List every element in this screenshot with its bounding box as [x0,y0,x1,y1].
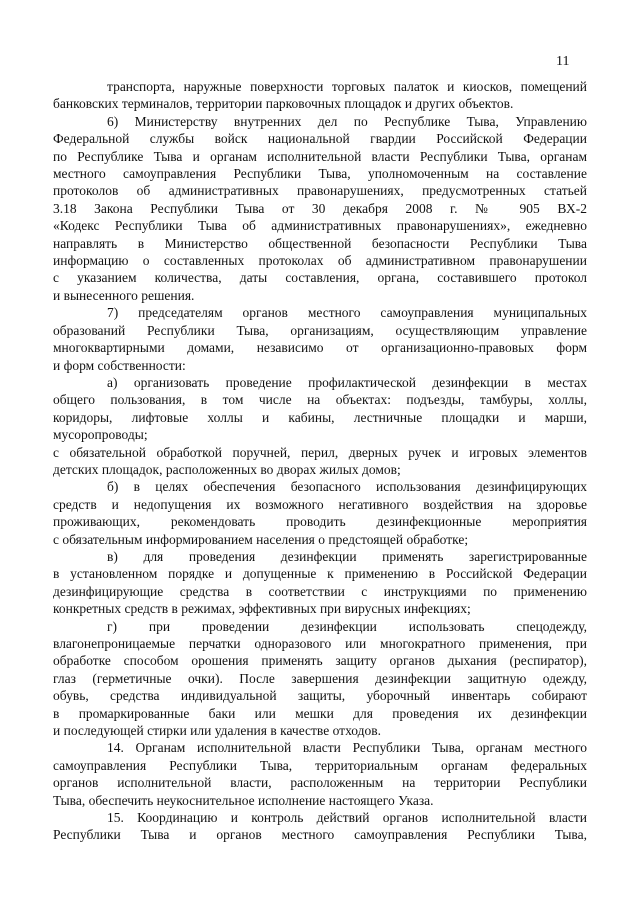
paragraph [53,78,587,113]
text-line: дезинфицирующие средства в соответствии с инструкциями по применению [53,583,587,599]
text-line: в) для проведения дезинфекции применять зарегистрированные [107,548,587,564]
text-line: и форм собственности: [53,357,186,373]
paragraph [53,739,587,809]
text-line: и последующей стирки или удаления в качестве отходов. [53,723,382,739]
text-line: обработке способом орошения применять защиту органов дыхания (респиратор), [53,653,587,669]
text-line: 6) Министерству внутренних дел по Республике Тыва, Управлению [107,113,587,129]
text-line: в промаркированные баки или мешки для проведения их дезинфекции [53,705,587,721]
paragraph [53,478,587,548]
text-line: 14. Органам исполнительной власти Республики Тыва, органам местного [107,740,587,756]
text-line: многоквартирными домами, независимо от организационно-правовых форм [53,340,587,356]
text-line: местного самоуправления Республики Тыва, уполномоченным на составление [53,166,587,182]
paragraph [53,374,587,444]
text-line: а) организовать проведение профилактической дезинфекции в местах [107,374,587,390]
paragraph [53,304,587,374]
text-line: органов исполнительной власти, расположенным на территории Республики [53,775,587,791]
text-line: 7) председателям органов местного самоуправления муниципальных [107,305,587,321]
text-line: детских площадок, расположенных во дворах жилых домов; [53,461,401,477]
text-line: протоколов об административных правонарушениях, предусмотренных статьей [53,183,587,199]
text-line: по Республике Тыва и органам исполнительной власти Республики Тыва, органам [53,148,587,164]
text-line: банковских терминалов, территории парковочных площадок и других объектов. [53,96,514,112]
text-line: б) в целях обеспечения безопасного использования дезинфицирующих [107,479,587,495]
page-number: 11 [556,54,570,69]
paragraph [53,618,587,740]
text-line: «Кодекс Республики Тыва об административных правонарушениях», ежедневно [53,218,587,234]
text-line: 15. Координацию и контроль действий органов исполнительной власти [107,810,587,826]
text-line: самоуправления Республики Тыва, территориальным органам федеральных [53,757,587,773]
text-line: мусоропроводы; [53,427,148,443]
text-line: с обязательным информированием населения о предстоящей обработке; [53,531,469,547]
text-line: Федеральной службы войск национальной гвардии Российской Федерации [53,131,587,147]
paragraph [53,548,587,618]
text-line: информацию о составленных протоколах об административном правонарушении [53,253,587,269]
text-line: в установленном порядке и допущенные к применению в Российской Федерации [53,566,587,582]
text-line: глаз (герметичные очки). После завершения дезинфекции защитную одежду, [53,670,587,686]
text-line: общего пользования, в том числе на объектах: подъезды, тамбуры, холлы, [53,392,587,408]
text-line: средств и недопущения их возможного негативного воздействия на здоровье [53,496,587,512]
paragraph [53,113,587,304]
text-line: Тыва, обеспечить неукоснительное исполнение настоящего Указа. [53,792,434,808]
text-line: образований Республики Тыва, организациям, осуществляющим управление [53,322,587,338]
text-line: 3.18 Закона Республики Тыва от 30 декабря 2008 г. № 905 ВХ-2 [53,200,587,216]
text-line: с указанием количества, даты составления, органа, составившего протокол [53,270,587,286]
text-line: обувь, средства индивидуальной защиты, уборочный инвентарь собирают [53,688,587,704]
text-line: влагонепроницаемые перчатки одноразового или многократного применения, при [53,636,587,651]
document-body [53,78,587,844]
text-line: коридоры, лифтовые холлы и кабины, лестничные площадки и марши, [53,409,587,425]
text-line: проживающих, рекомендовать проводить дезинфекционные мероприятия [53,514,587,530]
text-line: г) при проведении дезинфекции использовать спецодежду, [107,618,587,634]
paragraph [53,809,587,844]
text-line: с обязательной обработкой поручней, перил, дверных ручек и игровых элементов [53,444,587,460]
text-line: направлять в Министерство общественной безопасности Республики Тыва [53,235,587,251]
text-line: транспорта, наружные поверхности торговых палаток и киосков, помещений [107,79,587,94]
paragraph [53,444,587,479]
text-line: и вынесенного решения. [53,287,195,303]
text-line: конкретных средств в режимах, эффективных при вирусных инфекциях; [53,601,471,617]
text-line: Республики Тыва и органов местного самоуправления Республики Тыва, [53,827,587,843]
